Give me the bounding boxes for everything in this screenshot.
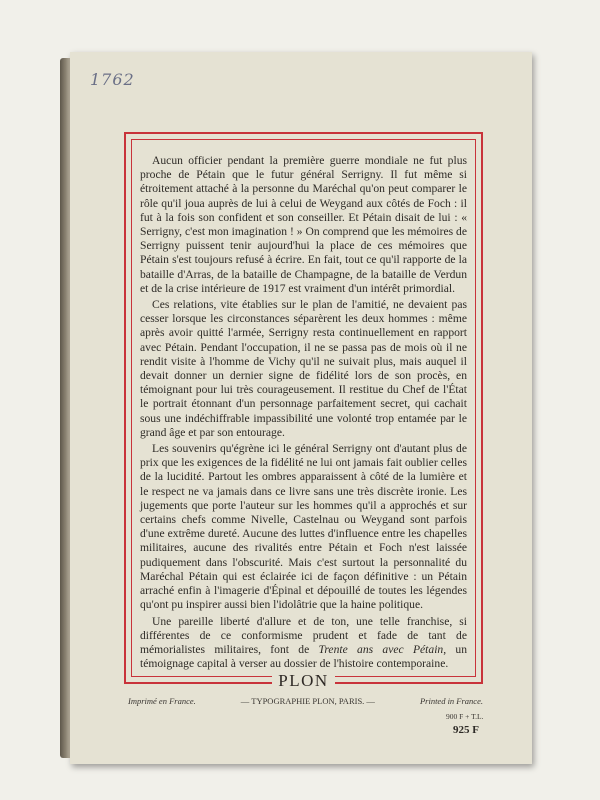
handwritten-shelfmark: 1762 xyxy=(90,70,135,89)
price: 925 F xyxy=(453,724,479,736)
blurb-paragraph-4-text: Une pareille liberté d'allure et de ton, une telle franchise, si différentes de ce conformisme prudent et fade de tant de mémorialistes militaires, font de xyxy=(140,614,467,656)
blurb-paragraph-3: Les souvenirs qu'égrène ici le général Serrigny ont d'autant plus de prix que les exigences de la fidélité ne lui ont jamais fait oublier celles de la lucidité. Partout les ombres apparaissent à côté de la lumière et le respect ne va jamais dans ce livre sans une très discrète ironie. Les jugements que porte l'auteur sur les hommes qu'il a approchés et sur certains chefs comme Nivelle, Castelnau ou Weygand sont parfois d'une extrême dureté. Aucune des luttes d'influence entre les chapelles militaires, aucune des rivalités entre Pétain et Foch n'est laissée pudiquement dans l'obscurité. Mais c'est surtout la personnalité du Maréchal Pétain qui est éclairée ici de façon définitive : un Pétain arraché enfin à l'imagerie d'Épinal et dépouillé de toutes les légendes qu'ont pu inspirer aussi bien l'idolâtrie que la haine politique. xyxy=(140,442,467,612)
blurb-closing: , un témoignage capital à verser au dossier de l'histoire contemporaine. xyxy=(140,642,468,671)
imprint-line xyxy=(128,696,483,706)
imprint-right: Printed in France. xyxy=(419,696,483,706)
imprint-left: Imprimé en France. xyxy=(128,696,196,706)
publisher-label: PLON xyxy=(272,671,334,691)
red-double-frame xyxy=(124,132,483,690)
blurb-paragraph-1: Aucun officier pendant la première guerre mondiale ne fut plus proche de Pétain que le futur général Serrigny. Il fut même si étroitement attaché à la personne du Maréchal qu'on peut comparer le rôle qu'il joua auprès de lui à celui de Weygand aux côtés de Foch : il fut à la fois son confident et son conseiller. Et Pétain disait de lui : « Serrigny, c'est mon imagination ! » On comprend que les mémoires de Serrigny puissent tenir aujourd'hui la place de ces mémoires que Pétain s'est toujours refusé à écrire. En fait, tout ce qu'il rapporte de la bataille d'Arras, de la bataille de Champagne, de la bataille de Verdun et de la crise intérieure de 1917 est vraiment d'un intérêt primordial. xyxy=(140,154,467,295)
blurb-paragraph-4 xyxy=(140,615,467,672)
publisher-name xyxy=(126,671,481,691)
blurb-paragraph-2: Ces relations, vite établies sur le plan de l'amitié, ne devaient pas cesser lorsque les circonstances séparèrent les deux hommes : même après avoir quitté l'armée, Serrigny resta continuellement en rapport avec Pétain. Pendant l'occupation, il ne se passa pas de mois où il ne rendit visite à l'homme de Vichy qu'il ne suivait plus, mais auquel il devait donner un dernier signe de fidélité lors de son procès, en témoignant pour lui très courageusement. Il restitue du Chef de l'État le portrait étonnant d'un personnage parfaitement secret, qui cachait sous une indéchiffrable impassibilité une volonté trop entamée par le grand âge et par son entourage. xyxy=(140,298,467,439)
book-title-italic: Trente ans avec Pétain xyxy=(318,642,444,656)
back-cover xyxy=(70,52,532,764)
price-note: 900 F + T.L. xyxy=(446,712,484,721)
blurb-text xyxy=(140,154,467,673)
imprint-middle: — TYPOGRAPHIE PLON, PARIS. — xyxy=(240,696,375,706)
